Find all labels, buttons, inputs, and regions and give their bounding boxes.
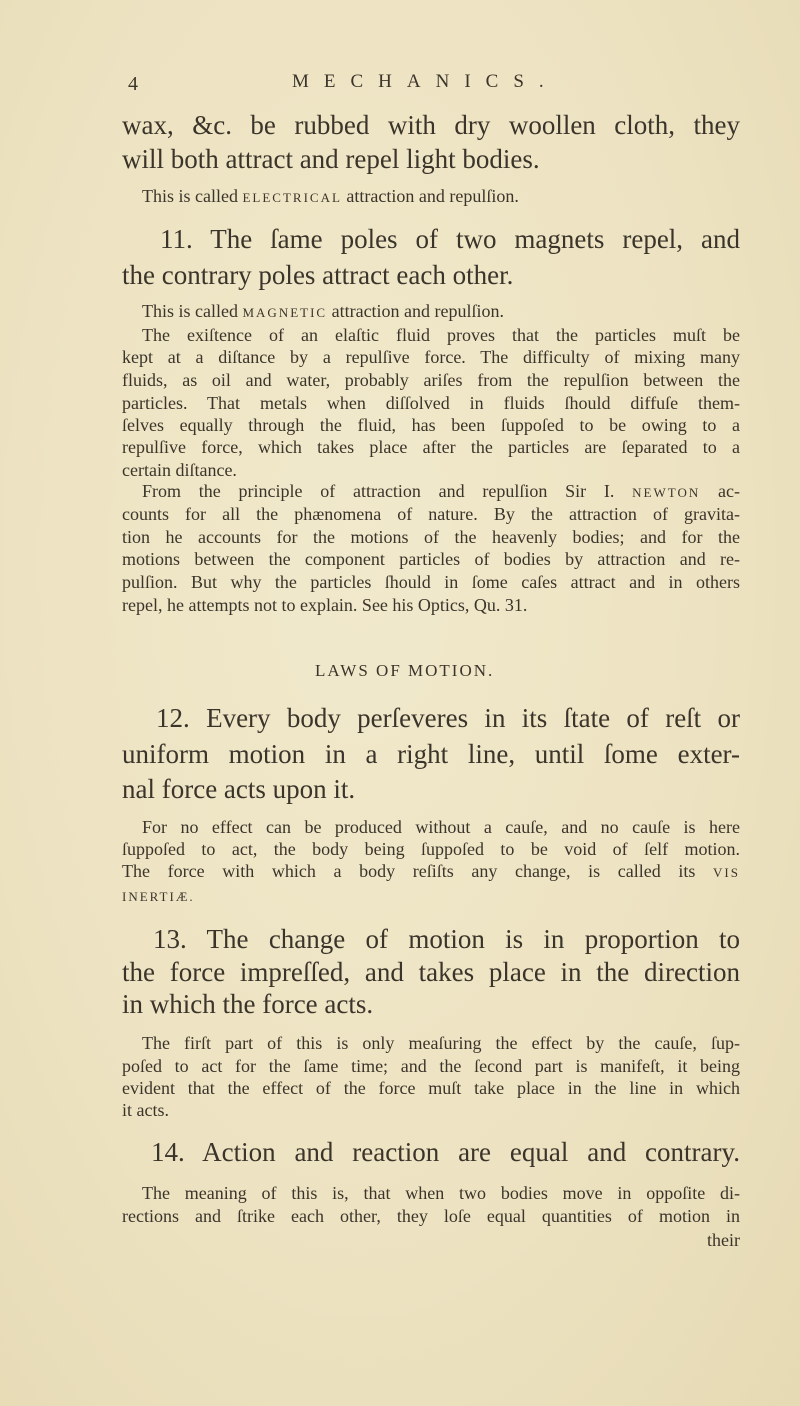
note-line	[142, 187, 740, 207]
note-text: From the principle of attraction and repulſion Sir I.	[142, 481, 633, 501]
note-line: counts for all the phænomena of nature. By the attraction of gravita-	[122, 504, 740, 524]
page-number: 4	[128, 73, 138, 95]
catchword: their	[707, 1230, 740, 1250]
small-caps-name: NEWTON	[632, 485, 701, 500]
running-title: MECHANICS.	[292, 71, 559, 92]
note-line: ſuppoſed to act, the body being ſuppoſed to be void of ſelf motion.	[122, 839, 740, 859]
note-line: tion he accounts for the motions of the heavenly bodies; and for the	[122, 527, 740, 547]
note-line: particles. That metals when diſſolved in fluids ſhould diffuſe them-	[122, 393, 740, 413]
note-line: repulſive force, which takes place after the particles are ſeparated to a	[122, 437, 740, 457]
note-line	[122, 862, 740, 882]
note-line: pulſion. But why the particles ſhould in ſome caſes attract and in others	[122, 572, 740, 592]
small-caps-term: VIS	[713, 865, 740, 880]
note-line	[142, 482, 740, 502]
note-text: attraction and repulſion.	[327, 301, 505, 321]
section-heading: LAWS OF MOTION.	[315, 661, 495, 680]
note-line: For no effect can be produced without a cauſe, and no cauſe is here	[142, 817, 740, 837]
note-line: it acts.	[122, 1100, 169, 1120]
text-line: will both attract and repel light bodies.	[122, 144, 540, 174]
small-caps-term: INERTIÆ.	[122, 889, 195, 904]
text-line: the force impreſſed, and takes place in the direction	[122, 957, 740, 987]
note-line: certain diſtance.	[122, 460, 237, 480]
text-line: 14. Action and reaction are equal and contrary.	[151, 1137, 740, 1167]
note-line: fluids, as oil and water, probably ariſes from the repulſion between the	[122, 370, 740, 390]
small-caps-term: ELECTRICAL	[242, 190, 342, 205]
note-line: poſed to act for the ſame time; and the ſecond part is manifeſt, it being	[122, 1056, 740, 1076]
note-line: repel, he attempts not to explain. See his Optics, Qu. 31.	[122, 595, 528, 615]
note-text: The force with which a body reſiſts any change, is called its	[122, 861, 714, 881]
text-line: 13. The change of motion is in proportion to	[153, 924, 740, 954]
note-text: attraction and repulſion.	[341, 186, 519, 206]
text-line: the contrary poles attract each other.	[122, 260, 514, 290]
text-line: uniform motion in a right line, until ſome exter-	[122, 739, 740, 769]
text-line: in which the force acts.	[122, 989, 374, 1019]
note-line: The firſt part of this is only meaſuring the effect by the cauſe, ſup-	[142, 1033, 740, 1053]
note-line: rections and ſtrike each other, they loſe equal quantities of motion in	[122, 1206, 740, 1226]
note-text: This is called	[142, 301, 243, 321]
note-line: evident that the effect of the force muſt take place in the line in which	[122, 1078, 740, 1098]
note-line	[142, 302, 740, 322]
small-caps-term: MAGNETIC	[242, 305, 328, 320]
note-line: The meaning of this is, that when two bodies move in oppoſite di-	[142, 1183, 740, 1203]
note-line	[122, 886, 740, 906]
text-line: 12. Every body perſeveres in its ſtate of reſt or	[156, 703, 740, 733]
note-line: ſelves equally through the fluid, has been ſuppoſed to be owing to a	[122, 415, 740, 435]
note-text: ac-	[700, 481, 740, 501]
text-line: 11. The ſame poles of two magnets repel, and	[160, 224, 740, 254]
text-line: wax, &c. be rubbed with dry woollen cloth, they	[122, 110, 740, 140]
note-text: This is called	[142, 186, 243, 206]
text-line: nal force acts upon it.	[122, 774, 356, 804]
note-line: motions between the component particles of bodies by attraction and re-	[122, 549, 740, 569]
note-line: kept at a diſtance by a repulſive force. The difficulty of mixing many	[122, 347, 740, 367]
note-line: The exiſtence of an elaſtic fluid proves that the particles muſt be	[142, 325, 740, 345]
